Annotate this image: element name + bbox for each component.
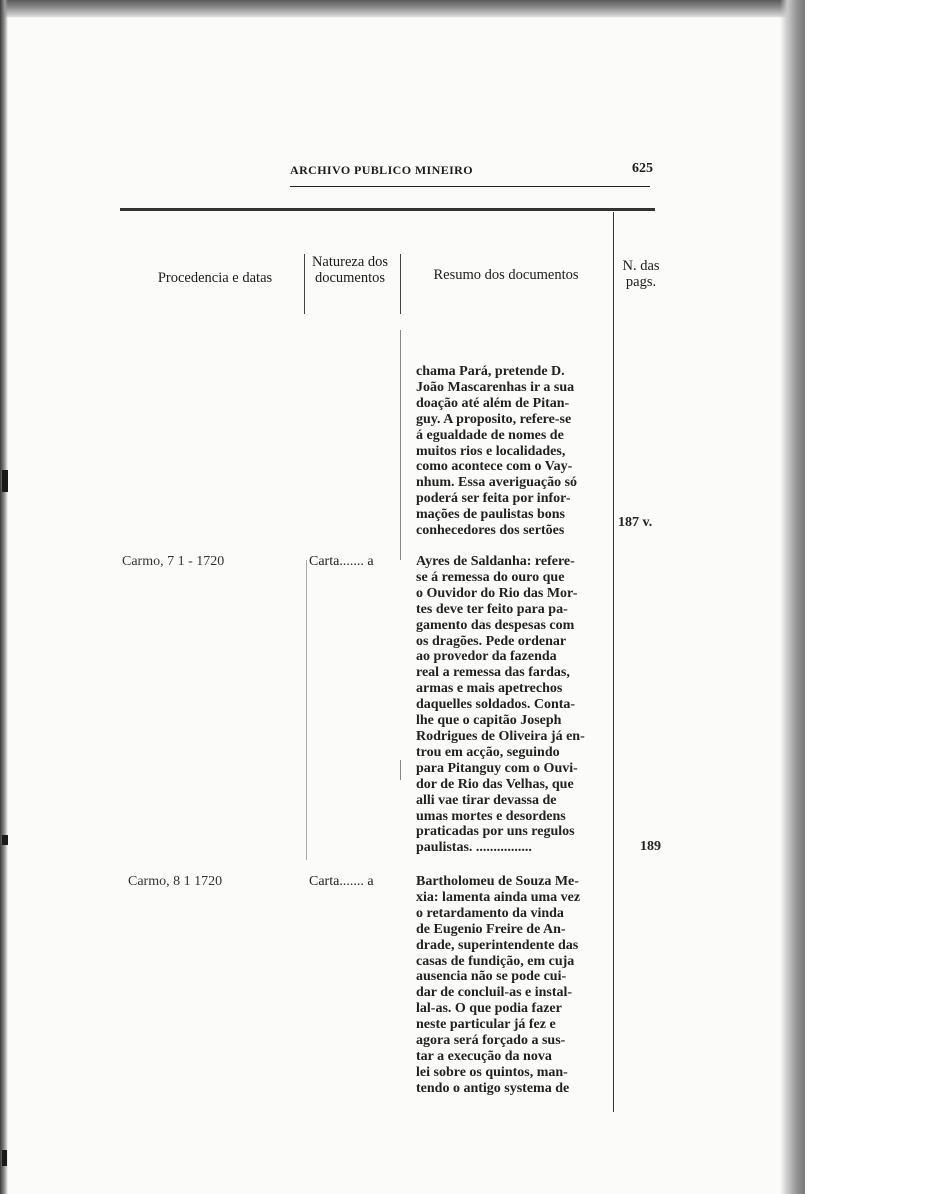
summary-line: casas de fundição, em cuja [416,953,575,969]
scan-edge-right [780,0,805,1194]
summary-line: armas e mais apetrechos [416,681,563,697]
summary-line: real a remessa das fardas, [416,665,570,681]
entry-summary [416,554,614,856]
header-rule [290,186,650,187]
summary-line: guy. A proposito, refere-se [416,411,572,427]
summary-line: dor de Rio das Velhas, que [416,776,574,792]
summary-line: agora será forçado a sus- [416,1033,566,1049]
summary-line: doação até além de Pitan- [416,395,570,411]
column-divider [400,330,401,560]
summary-line: lhe que o capitão Joseph [416,713,562,729]
col-header-pags: N. das pags. [622,258,660,290]
summary-line: lei sobre os quintos, man- [416,1064,568,1080]
scan-margin-right [805,0,947,1194]
summary-line: o Ouvidor do Rio das Mor- [416,585,578,601]
column-divider [400,254,401,314]
summary-line: trou em acção, seguindo [416,744,560,760]
summary-line: tes deve ter feito para pa- [416,601,568,617]
summary-line: gamento das despesas com [416,617,575,633]
summary-line: nhum. Essa averiguação só [416,475,578,491]
entry-natureza: Carta....... a [309,554,374,569]
summary-line: de Eugenio Freire de An- [416,921,566,937]
scan-mark [2,470,8,492]
column-divider [400,760,401,780]
col-header-resumo: Resumo dos documentos [433,267,579,283]
summary-line: ausencia não se pode cui- [416,969,567,985]
summary-line: alli vae tirar devassa de [416,792,557,808]
column-divider [306,560,307,860]
summary-line: mações de paulistas bons [416,507,565,523]
summary-line: neste particular já fez e [416,1017,556,1033]
summary-line: dar de concluil-as e instal- [416,985,573,1001]
summary-line: Bartholomeu de Souza Me- [416,874,579,889]
scan-edge-top [0,0,800,18]
entry-procedencia: Carmo, 7 1 - 1720 [122,554,225,569]
summary-line: drade, superintendente das [416,937,579,953]
summary-line: para Pitanguy com o Ouvi- [416,760,578,776]
summary-line: como acontece com o Vay- [416,459,573,475]
page-number: 625 [632,161,653,176]
scan-mark [2,835,8,845]
summary-line: Ayres de Saldanha: refere- [416,554,575,569]
summary-line: tendo o antigo systema de [416,1080,570,1096]
summary-line: praticadas por uns regulos [416,824,575,840]
summary-line: lal-as. O que podia fazer [416,1001,562,1017]
col-header-natureza: Natureza dos documentos [311,254,389,286]
column-divider [304,254,305,314]
summary-line: muitos rios e localidades, [416,443,566,459]
running-title: ARCHIVO PUBLICO MINEIRO [290,163,473,177]
summary-line: poderá ser feita por infor- [416,491,571,507]
entry-natureza: Carta....... a [309,874,374,889]
entry-pages: 187 v. [618,515,653,530]
entry-pages: 189 [640,839,661,854]
summary-line: á egualdade de nomes de [416,427,564,443]
summary-line: xia: lamenta ainda uma vez [416,889,581,905]
summary-line: o retardamento da vinda [416,905,564,921]
summary-line: tar a execução da nova [416,1048,552,1064]
summary-line: se á remessa do ouro que [416,569,565,585]
summary-line: ao provedor da fazenda [416,649,557,665]
summary-line: paulistas. ................ [416,840,532,856]
scan-mark [2,1150,7,1166]
summary-line: João Mascarenhas ir a sua [416,379,575,395]
entry-procedencia: Carmo, 8 1 1720 [128,874,223,889]
entry-summary [416,874,614,1097]
entry-summary [416,364,614,539]
summary-line: chama Pará, pretende D. [416,364,565,379]
summary-line: Rodrigues de Oliveira já en- [416,728,585,744]
summary-line: os dragões. Pede ordenar [416,633,567,649]
col-header-procedencia: Procedencia e datas [157,270,273,286]
summary-line: daquelles soldados. Conta- [416,697,576,713]
summary-line: conhecedores dos sertões [416,523,565,539]
summary-line: umas mortes e desordens [416,808,566,824]
scan-edge-left [0,0,8,1194]
table-top-rule [120,208,655,211]
